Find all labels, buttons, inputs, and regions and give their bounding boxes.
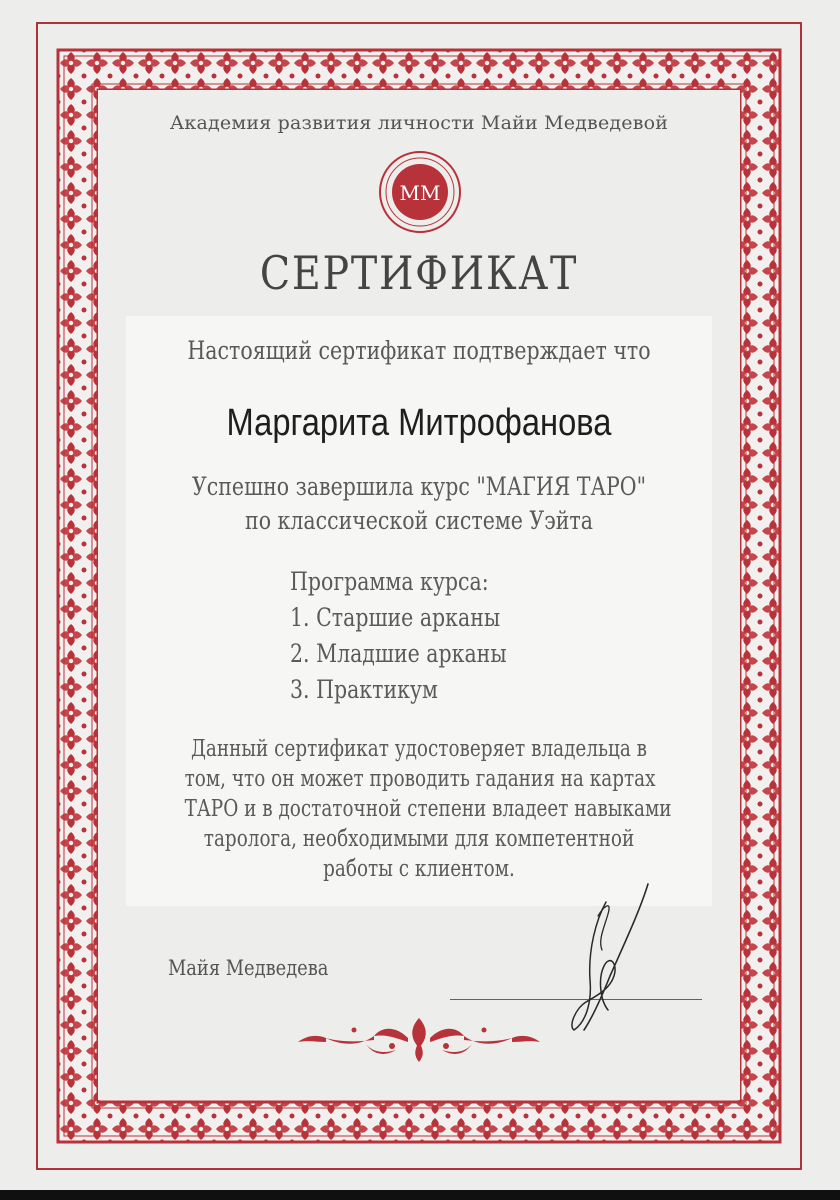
certificate-statement — [126, 734, 712, 884]
signer-name: Майя Медведева — [168, 956, 329, 980]
completion-line-1: Успешно завершила курс "МАГИЯ ТАРО" — [191, 472, 647, 501]
academy-name: Академия развития личности Майи Медведевой — [169, 112, 669, 134]
confirmation-text: Настоящий сертификат подтверждает что — [187, 336, 651, 365]
certificate-title: СЕРТИФИКАТ — [259, 246, 579, 300]
course-program — [290, 564, 569, 708]
logo-initials: ММ — [399, 181, 441, 205]
signature-icon — [548, 880, 658, 1040]
statement-line: том, что он может проводить гадания на картах — [184, 766, 656, 792]
program-item: 2. Младшие арканы — [290, 639, 507, 668]
program-item: 1. Старшие арканы — [290, 603, 501, 632]
statement-line: работы с клиентом. — [323, 856, 515, 882]
flourish-ornament-icon — [296, 1012, 542, 1064]
statement-line: Данный сертификат удостоверяет владельца в — [190, 736, 648, 762]
program-heading: Программа курса: — [290, 567, 489, 596]
statement-line: таролога, необходимыми для компетентной — [203, 826, 635, 852]
recipient-name: Маргарита Митрофанова — [226, 402, 612, 444]
course-completion — [179, 470, 660, 538]
completion-line-2: по классической системе Уэйта — [245, 506, 593, 535]
statement-line: ТАРО и в достаточной степени владеет навыками — [184, 796, 672, 822]
program-item: 3. Практикум — [290, 675, 438, 704]
mm-logo-icon — [378, 150, 462, 234]
